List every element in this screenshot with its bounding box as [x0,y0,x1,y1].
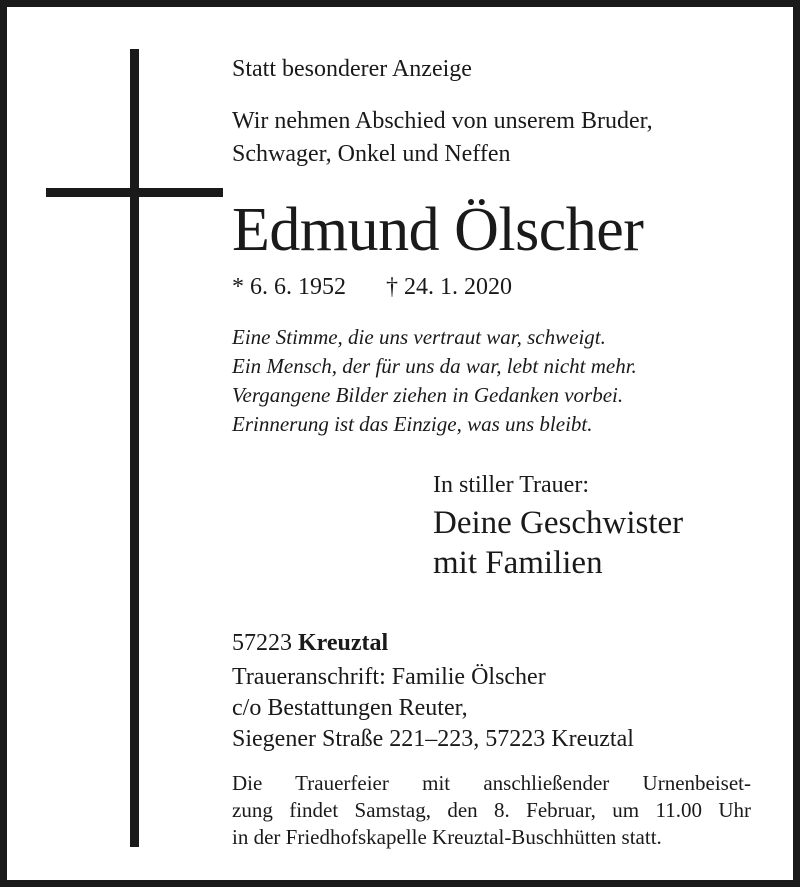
intro-line: Statt besonderer Anzeige [232,56,472,82]
funeral-line: Die Trauerfeier mit anschließender Urnenbeiset- [232,771,751,795]
mourners-line: Deine Geschwister [433,505,684,541]
cross-icon [130,49,139,847]
address-line: c/o Bestattungen Reuter, [232,695,468,721]
birth-date: * 6. 6. 1952 [232,274,346,300]
funeral-line: zung findet Samstag, den 8. Februar, um 11.00 Uhr [232,798,751,822]
cross-icon-bar [46,188,223,197]
death-date: † 24. 1. 2020 [386,274,512,300]
mourners-label: In stiller Trauer: [433,472,589,498]
city-name: Kreuztal [298,630,389,656]
location [232,628,388,658]
poem [232,323,637,439]
life-dates [232,272,512,302]
poem-line: Vergangene Bilder ziehen in Gedanken vorbei. [232,383,624,407]
mourners-line: mit Familien [433,545,603,581]
address-line: Traueranschrift: Familie Ölscher [232,664,546,690]
deceased-name: Edmund Ölscher [232,196,644,264]
poem-line: Eine Stimme, die uns vertraut war, schweigt. [232,325,606,349]
poem-line: Erinnerung ist das Einzige, was uns bleibt. [232,412,593,436]
postcode: 57223 [232,630,292,656]
farewell-line: Schwager, Onkel und Neffen [232,141,511,167]
funeral-line: in der Friedhofskapelle Kreuztal-Buschhütten statt. [232,825,662,849]
farewell-text [232,105,653,171]
poem-line: Ein Mensch, der für uns da war, lebt nicht mehr. [232,354,637,378]
farewell-line: Wir nehmen Abschied von unserem Bruder, [232,108,653,134]
mourners [433,503,683,583]
address-line: Siegener Straße 221–223, 57223 Kreuztal [232,726,634,752]
mourning-address [232,662,634,755]
funeral-info [232,770,751,851]
